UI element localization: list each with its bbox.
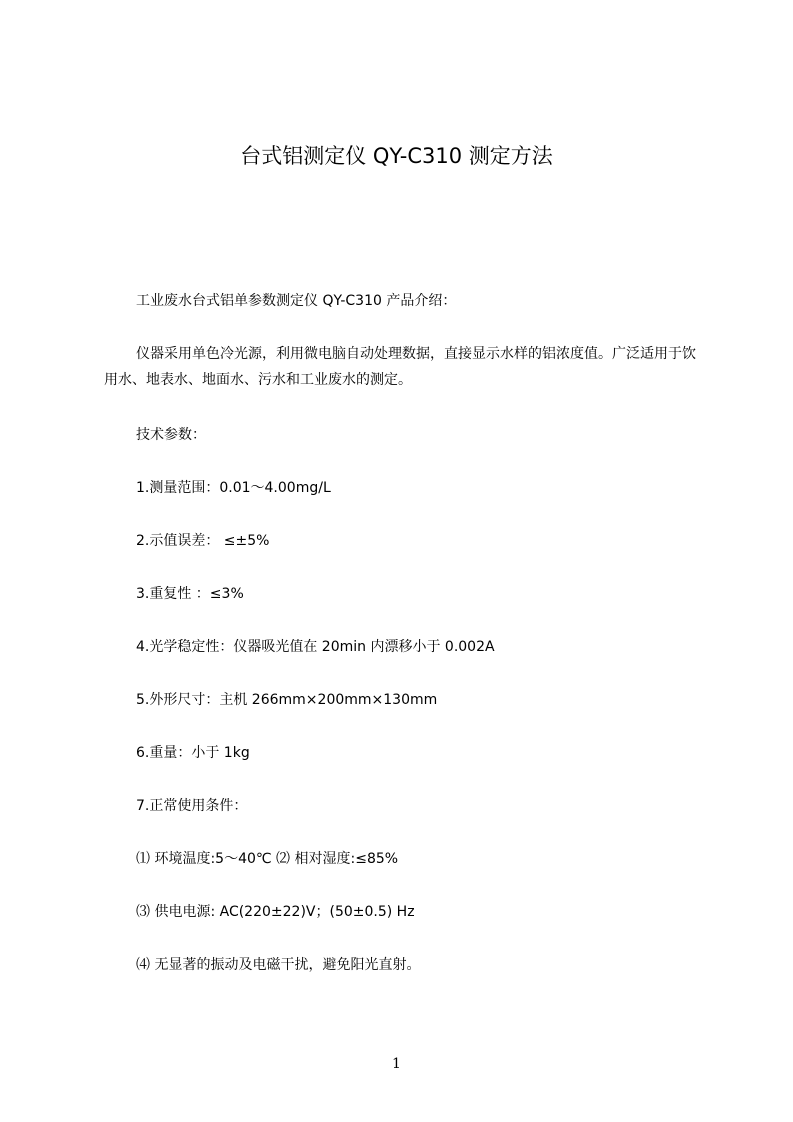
condition-environment: ⑴ 环境温度:5～40℃ ⑵ 相对湿度:≤85% (136, 851, 399, 867)
spec-repeatability: 3.重复性 ：≤3% (136, 586, 244, 602)
document-title: 台式铝测定仪 QY-C310 测定方法 (240, 144, 553, 168)
spec-usage-conditions: 7.正常使用条件： (136, 798, 248, 814)
tech-params-heading: 技术参数： (136, 427, 206, 443)
page-number: 1 (392, 1056, 401, 1072)
spec-dimensions: 5.外形尺寸：主机 266mm×200mm×130mm (136, 692, 438, 708)
condition-power-supply: ⑶ 供电电源: AC(220±22)V；(50±0.5) Hz (136, 904, 415, 920)
spec-measure-range: 1.测量范围：0.01～4.00mg/L (136, 480, 331, 496)
spec-weight: 6.重量：小于 1kg (136, 745, 250, 761)
condition-interference: ⑷ 无显著的振动及电磁干扰，避免阳光直射。 (136, 957, 421, 973)
spec-indication-error: 2.示值误差： ≤±5% (136, 533, 270, 549)
intro-paragraph: 仪器采用单色冷光源，利用微电脑自动处理数据，直接显示水样的铝浓度值。广泛适用于饮用水、地表水、地面水、污水和工业废水的测定。 (104, 346, 696, 388)
intro-heading: 工业废水台式铝单参数测定仪 QY-C310 产品介绍： (136, 293, 457, 309)
spec-optical-stability: 4.光学稳定性：仪器吸光值在 20min 内漂移小于 0.002A (136, 639, 495, 655)
